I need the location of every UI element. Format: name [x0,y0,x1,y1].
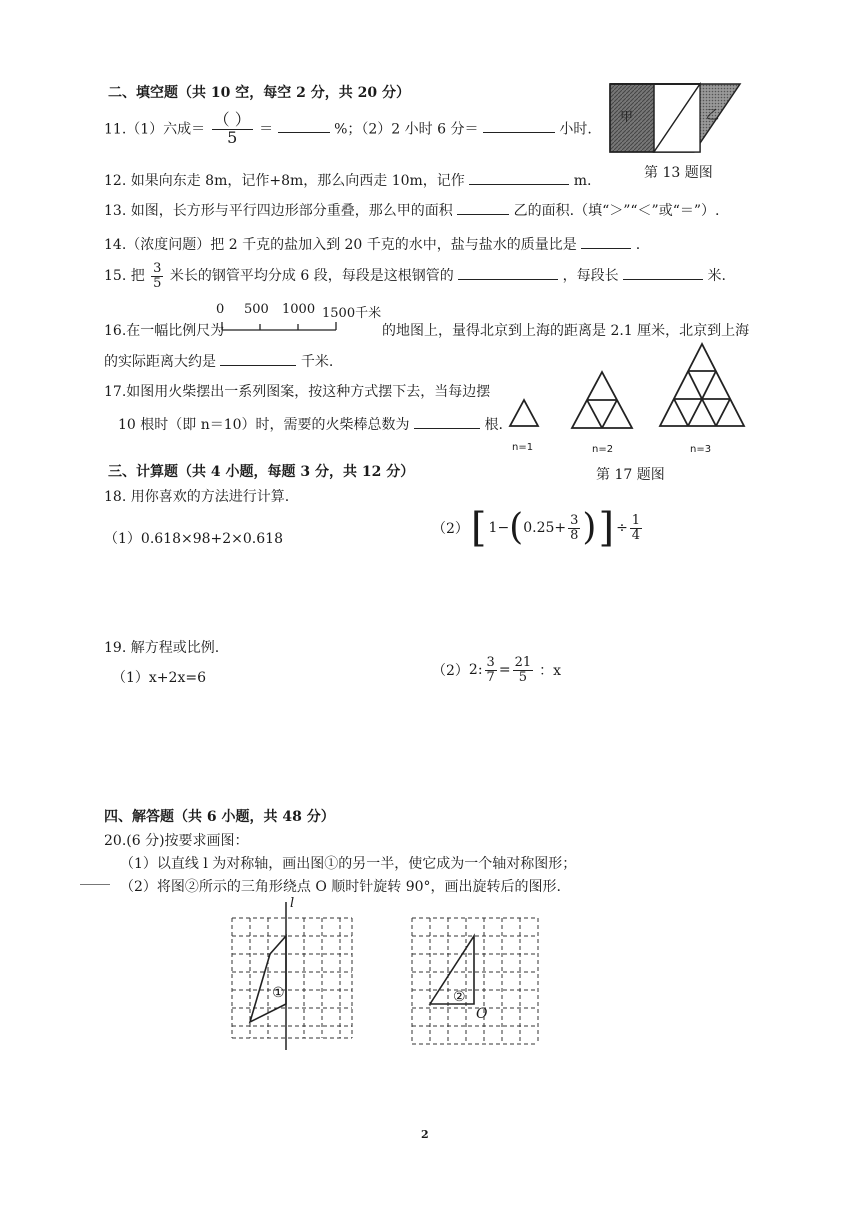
q11-blank1[interactable] [278,118,330,133]
q11-den: 5 [227,127,238,147]
fig13-caption: 第 13 题图 [644,165,713,181]
q19-part1: （1）x+2x=6 [112,670,206,686]
paren-left: ( [509,507,524,548]
q15-fraction [151,262,163,290]
fig17-tri-n1 [510,400,538,426]
q19-p2-a: 2: [468,662,483,679]
q16-line1 [104,320,224,340]
q13-blank[interactable] [457,200,509,215]
q15-blank1[interactable] [458,265,558,280]
q11-prefix: 11.（1）六成＝ [104,121,206,138]
q18-title: 18. 用你喜欢的方法进行计算. [104,489,290,505]
q17-blank[interactable] [414,414,480,429]
q11-blank2[interactable] [483,118,555,133]
fig17-label-n3: n=3 [690,444,712,455]
q16-blank[interactable] [220,351,296,366]
grid2-point-label: O [476,1006,488,1022]
q19-p2-eq: = [498,662,511,679]
q19-p2-label: （2） [432,663,469,680]
q13-tail: 乙的面积.（填“＞”“＜”或“＝”）. [513,203,720,219]
q11-pct: %；（2）2 小时 6 分＝ [334,121,479,138]
q12-text: 12. 如果向东走 8m，记作+8m，那么向西走 10m，记作 [104,173,465,189]
q14-text: 14.（浓度问题）把 2 千克的盐加入到 20 千克的水中，盐与盐水的质量比是 [104,237,577,253]
paren-right: ) [582,507,597,548]
grid-2 [408,900,548,1050]
q11-num: （ ） [213,110,251,129]
q12-tail: m. [573,173,592,189]
q18-p2-frac1 [568,514,580,542]
q18-p2-den1: 8 [570,527,579,543]
q14 [104,234,640,254]
q17-line2-text: 10 根时（即 n＝10）时，需要的火柴棒总数为 [118,417,410,433]
q15-tail: 米. [707,268,726,285]
q18-part1: （1）0.618×98+2×0.618 [104,531,283,547]
q17-line1: 17.如图用火柴摆出一系列图案，按这种方式摆下去，当每边摆 [104,384,491,400]
q15 [104,262,726,290]
q14-tail: . [635,237,641,253]
q20-part2: （2）将图②所示的三角形绕点 O 顺时针旋转 90°，画出旋转后的图形. [120,879,561,895]
q12 [104,170,591,190]
q15-blank2[interactable] [623,265,703,280]
section3-heading: 三、计算题（共 4 小题，每题 3 分，共 12 分） [108,464,415,480]
q13 [104,200,719,220]
q16-prefix: 16.在一幅比例尺为 [104,323,225,339]
q15-mid: 米长的钢管平均分成 6 段，每段是这根钢管的 [169,268,454,285]
q19-p2-den1: 7 [486,669,495,685]
q16-mid: 的地图上，量得北京到上海的距离是 2.1 厘米，北京到上海 [382,323,750,339]
q17-tail: 根. [484,417,503,433]
q11-mid: ＝ [259,121,274,138]
q11-tail: 小时. [559,121,592,138]
fig17-caption: 第 17 题图 [596,467,665,483]
q15-num: 3 [153,261,162,276]
fig13-overlap [654,84,700,152]
q14-blank[interactable] [581,234,631,249]
q19-p2-frac2 [513,656,534,684]
fig17-tri-n3 [660,344,744,426]
scale-label-0: 0 [216,302,225,317]
section4-heading: 四、解答题（共 6 小题，共 48 分） [104,809,335,825]
q18-p2-num1: 3 [570,512,579,528]
q18-part2 [432,505,644,551]
q18-p2-num2: 1 [631,512,641,528]
q18-p2-frac2 [630,514,642,542]
q19-title: 19. 解方程或比例. [104,640,220,656]
q12-blank[interactable] [469,170,569,185]
grid1-shape-label: ① [272,985,285,1001]
q15-prefix: 15. 把 [104,268,145,285]
q11 [104,112,592,147]
q18-p2-div: ÷ [616,520,628,536]
shape-2 [430,936,474,1004]
section2-heading: 二、填空题（共 10 空，每空 2 分，共 20 分） [108,85,410,101]
grid2-shape-label: ② [453,989,466,1005]
fig17-label-n2: n=2 [592,444,614,455]
q13-text: 13. 如图，长方形与平行四边形部分重叠，那么甲的面积 [104,203,453,219]
fig13-label-jia: 甲 [620,110,634,125]
scale-bar [212,302,392,338]
q19-part2 [432,656,561,684]
grid1-axis-label: l [290,896,295,911]
grid-1 [226,900,366,1050]
q11-fraction [212,112,253,147]
q15-den: 5 [153,275,162,291]
q20-title: 20.(6 分)按要求画图： [104,833,249,849]
page-number: 2 [421,1128,429,1141]
q19-p2-tail: ：x [539,663,562,680]
q19-p2-num1: 3 [486,655,495,670]
q19-p2-num2: 21 [514,655,532,670]
q16-line2-text: 的实际距离大约是 [104,354,216,370]
q16-tail: 千米. [300,354,334,370]
q17-line2 [118,414,503,434]
q19-p2-frac1 [485,656,497,684]
scale-label-1500: 1500千米 [322,306,382,321]
bracket-right: ] [598,505,615,551]
q18-p2-a: 1− [488,520,510,536]
q16-line2 [104,351,333,371]
fig17-tri-n2 [572,372,632,428]
margin-mark [80,884,110,885]
scale-ruler [212,302,392,338]
scale-label-500: 500 [244,302,269,317]
q18-p2-b: 0.25+ [523,520,567,536]
q19-p2-den2: 5 [518,669,527,685]
figure-17 [506,342,756,442]
q18-p2-label: （2） [432,521,469,537]
q20-part1: （1）以直线 l 为对称轴，画出图①的另一半，使它成为一个轴对称图形； [120,856,577,872]
scale-label-1000: 1000 [282,302,316,317]
fig13-label-yi: 乙 [706,108,720,123]
q18-p2-den2: 4 [631,527,641,543]
bracket-left: [ [470,505,487,551]
fig17-label-n1: n=1 [512,442,534,453]
q15-mid2: ，每段长 [562,268,619,285]
